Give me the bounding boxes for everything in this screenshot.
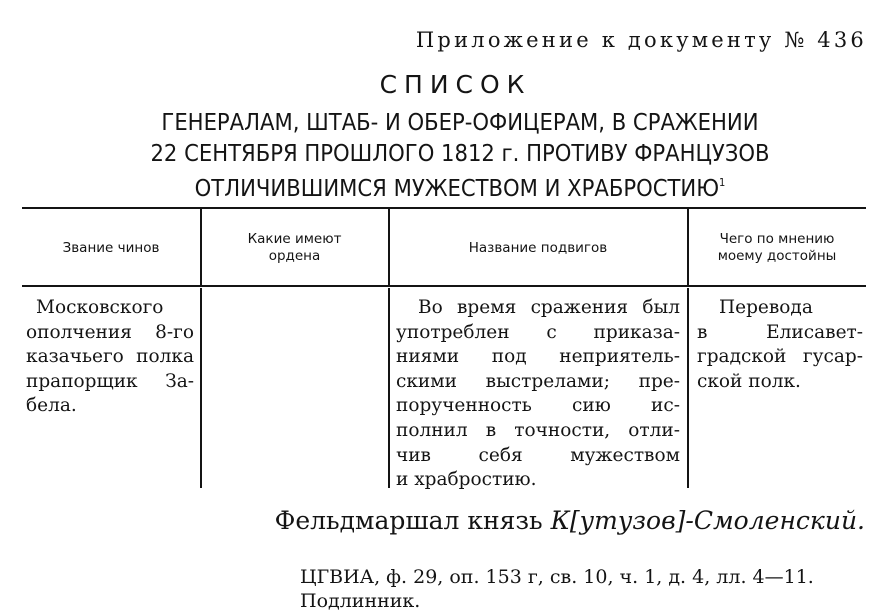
deeds-line-8: и храбростию. — [396, 469, 537, 491]
appendix-heading: Приложение к документу № 436 — [415, 28, 867, 52]
subtitle-line-1: ГЕНЕРАЛАМ, ШТАБ- И ОБЕР-ОФИЦЕРАМ, В СРАЖЕНИИ — [161, 108, 759, 136]
header-orders-line-2: ордена — [268, 248, 321, 264]
rank-line-4: прапорщик За- — [26, 370, 194, 392]
cell-rank — [26, 296, 194, 419]
deserves-line-2: в Елисавет- — [697, 321, 863, 343]
signature-name: К[утузов]-Смоленский. — [550, 506, 865, 535]
cell-deeds — [396, 296, 680, 493]
header-deserves — [688, 231, 866, 265]
deserves-line-3: градской гусар- — [697, 346, 863, 368]
rank-line-1: Московского — [36, 297, 164, 318]
header-deserves-line-2: моему достойны — [717, 248, 837, 264]
table-header-rule — [22, 285, 866, 287]
header-orders — [201, 231, 388, 265]
deeds-line-5: порученность сию ис- — [396, 395, 680, 417]
header-orders-line-1: Какие имеют — [247, 231, 342, 247]
deeds-line-1: Во время сражения был — [418, 297, 680, 318]
archive-reference: ЦГВИА, ф. 29, оп. 153 г, св. 10, ч. 1, д. 4, лл. 4—11. — [300, 566, 814, 588]
signature — [275, 506, 865, 535]
archive-note: Подлинник. — [300, 590, 421, 612]
subtitle-line-3 — [60, 168, 860, 203]
signature-prefix: Фельдмаршал князь — [274, 506, 551, 535]
cell-deserves — [697, 296, 863, 394]
rank-line-2: ополчения 8-го — [26, 321, 194, 343]
rank-line-3: казачьего полка — [26, 346, 194, 368]
deeds-line-4: скими выстрелами; пре- — [396, 370, 680, 392]
deeds-line-3: ниями под неприятель- — [396, 346, 680, 368]
table-top-rule — [22, 207, 866, 209]
header-deeds: Название подвигов — [468, 240, 608, 256]
deeds-line-2: употреблен с приказа- — [396, 321, 680, 343]
deeds-line-6: полнил в точности, отли- — [396, 419, 680, 441]
header-rank: Звание чинов — [62, 240, 160, 256]
column-divider-3 — [687, 288, 689, 488]
footnote-mark: 1 — [719, 176, 726, 189]
rank-line-5: бела. — [26, 395, 77, 417]
deserves-line-4: ской полк. — [697, 370, 801, 392]
column-divider-2 — [388, 288, 390, 488]
list-title: СПИСОК — [379, 70, 532, 99]
deserves-line-1: Перевода — [719, 297, 813, 318]
subtitle-line-3-text: ОТЛИЧИВШИМСЯ МУЖЕСТВОМ И ХРАБРОСТИЮ — [194, 174, 720, 202]
subtitle-line-2: 22 СЕНТЯБРЯ ПРОШЛОГО 1812 г. ПРОТИВУ ФРАНЦУЗОВ — [150, 139, 770, 167]
deeds-line-7: чив себя мужеством — [396, 444, 680, 466]
column-divider-1 — [200, 288, 202, 488]
header-deserves-line-1: Чего по мнению — [719, 231, 835, 247]
